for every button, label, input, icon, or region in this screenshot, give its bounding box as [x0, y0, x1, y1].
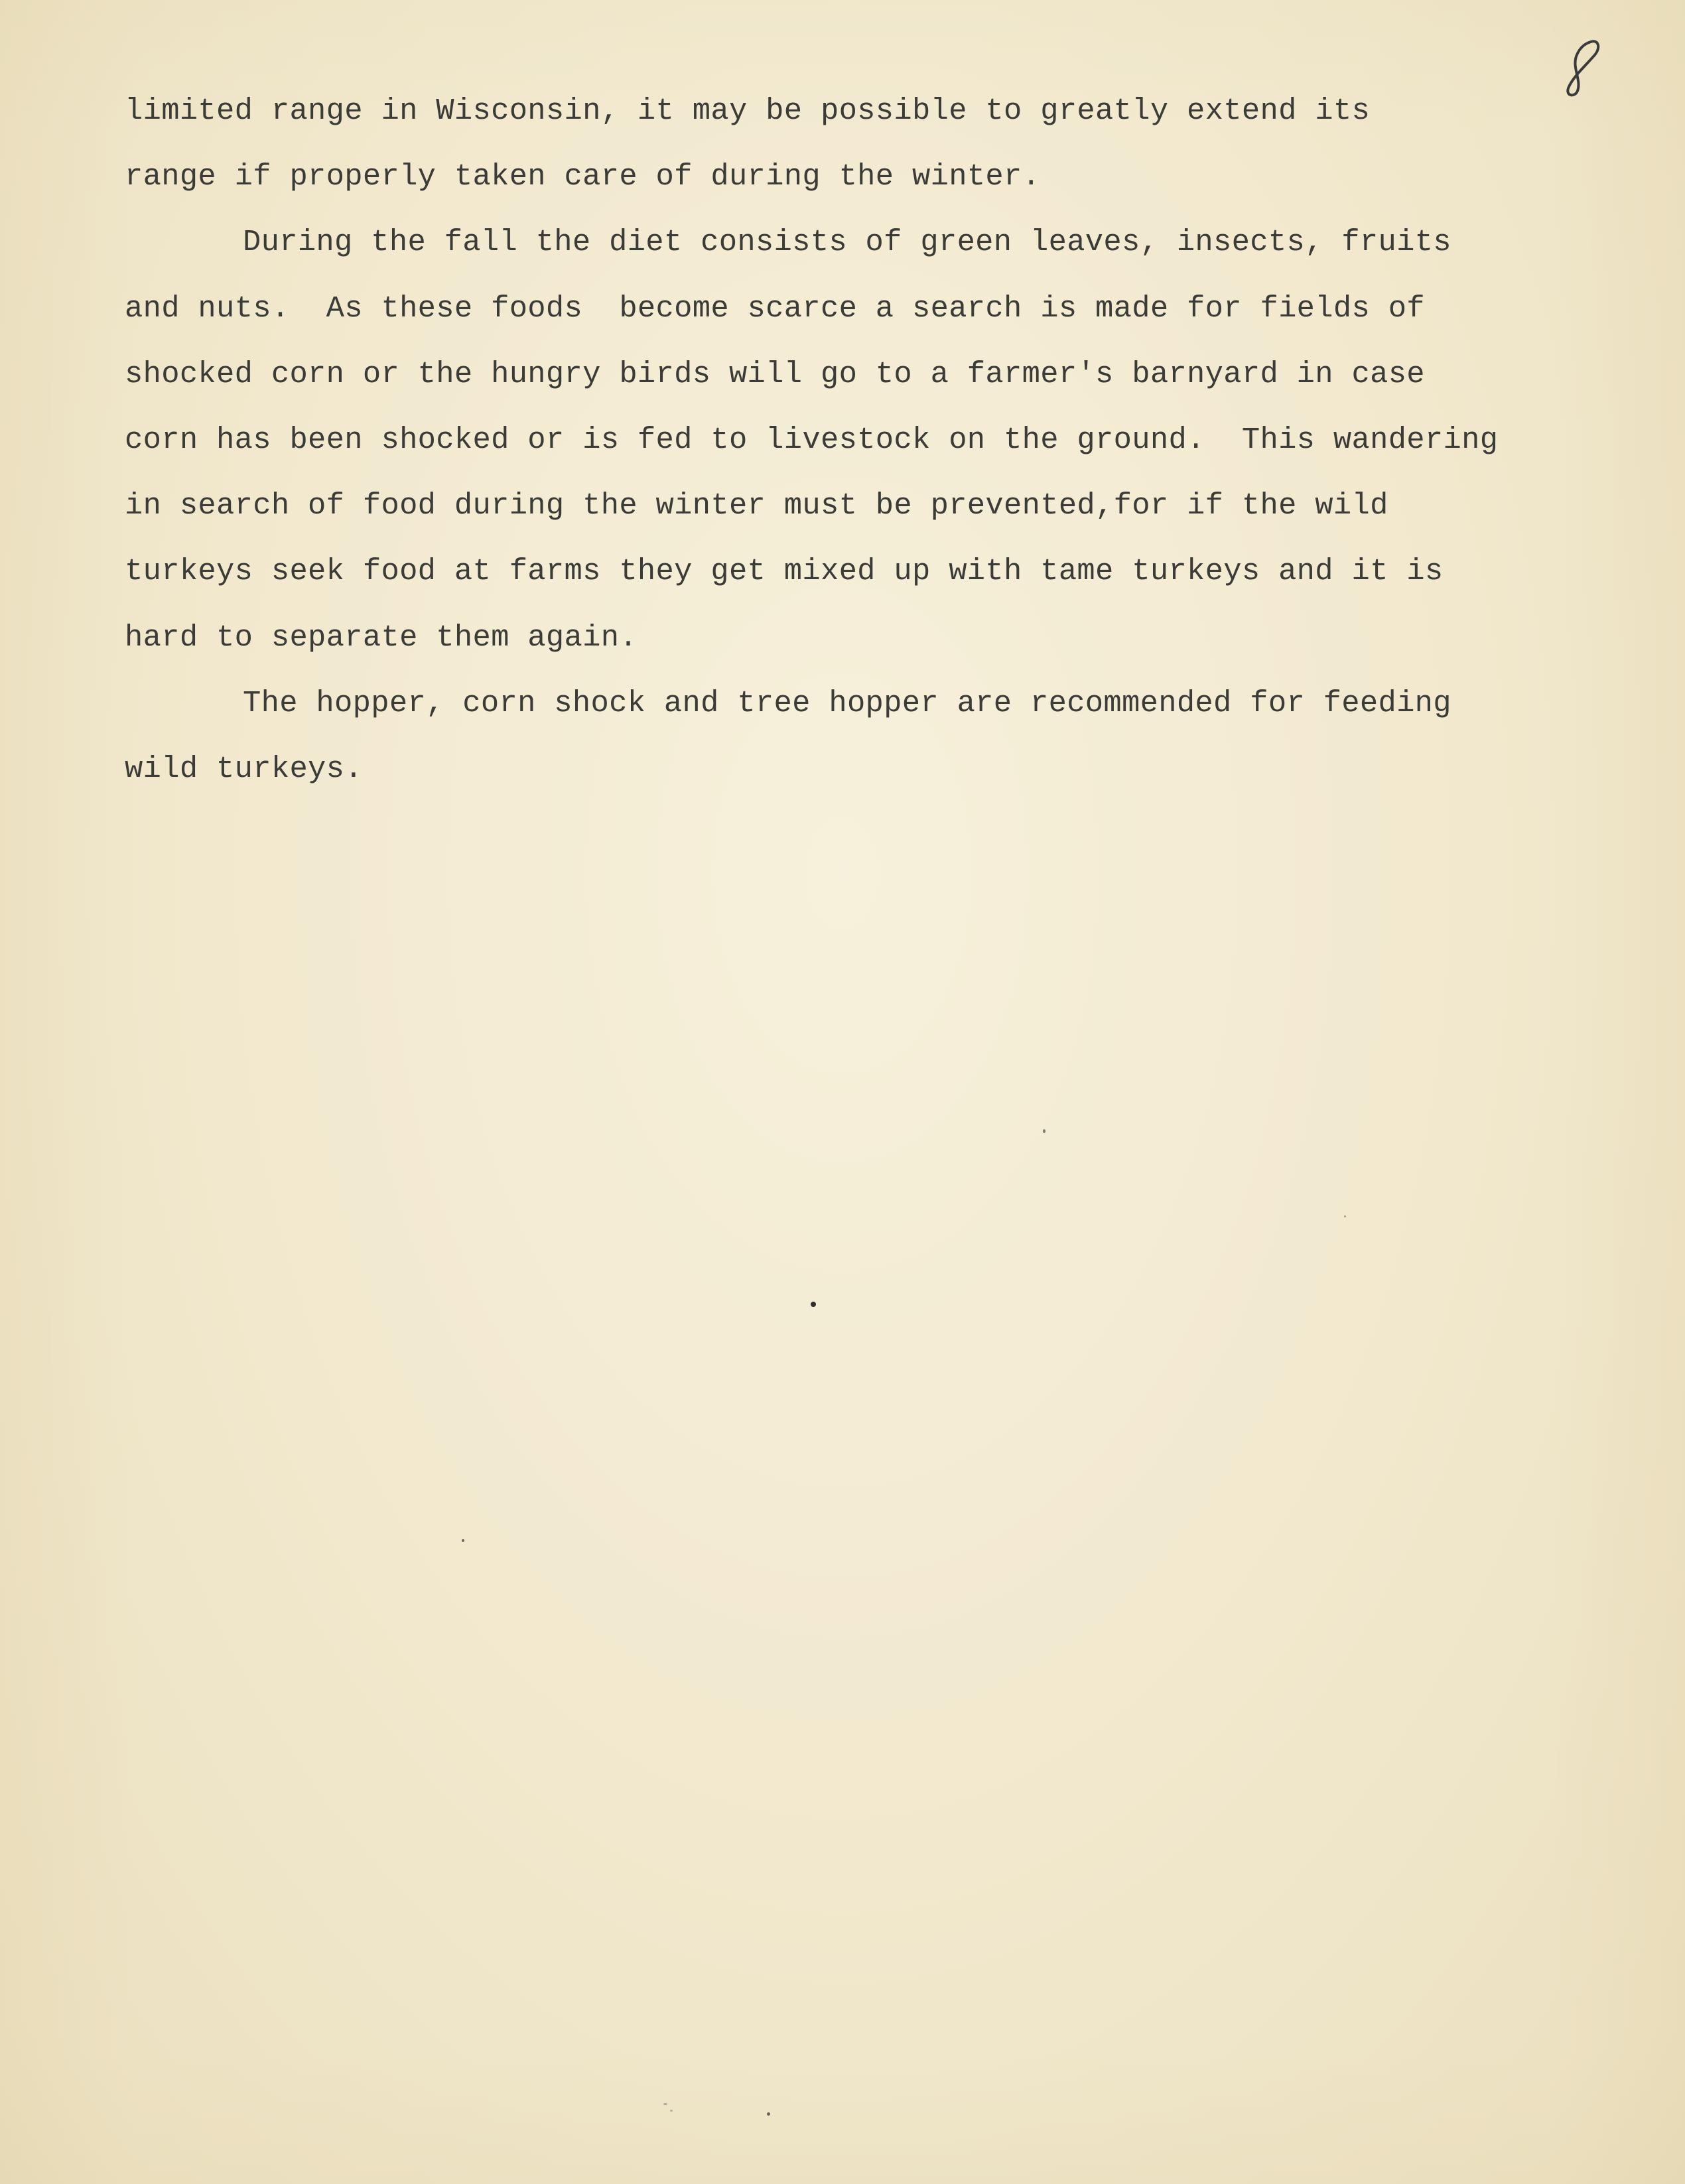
text-line: During the fall the diet consists of green leaves, insects, fruits — [243, 225, 1451, 260]
text-line: and nuts. As these foods become scarce a search is made for fields of — [125, 291, 1425, 326]
text-line: hard to separate them again. — [125, 620, 638, 655]
text-line: turkeys seek food at farms they get mixed up with tame turkeys and it is — [125, 554, 1444, 589]
text-line: The hopper, corn shock and tree hopper are recommended for feeding — [243, 685, 1451, 720]
text-line: shocked corn or the hungry birds will go to a farmer's barnyard in case — [125, 356, 1425, 391]
typed-body-text — [125, 78, 1651, 802]
text-line: wild turkeys. — [125, 751, 363, 786]
paper-speck — [462, 1539, 464, 1542]
paper-speck — [670, 2110, 673, 2112]
text-line: range if properly taken care of during the winter. — [125, 159, 1041, 194]
paper-speck — [1344, 1215, 1346, 1217]
paper-speck — [1043, 1129, 1045, 1133]
text-line: in search of food during the winter must be prevented,for if the wild — [125, 488, 1388, 523]
text-line: corn has been shocked or is fed to livestock on the ground. This wandering — [125, 422, 1499, 457]
text-line: limited range in Wisconsin, it may be possible to greatly extend its — [125, 94, 1371, 128]
paper-speck — [811, 1302, 816, 1307]
paper-speck — [663, 2103, 667, 2105]
paper-speck — [767, 2112, 770, 2116]
